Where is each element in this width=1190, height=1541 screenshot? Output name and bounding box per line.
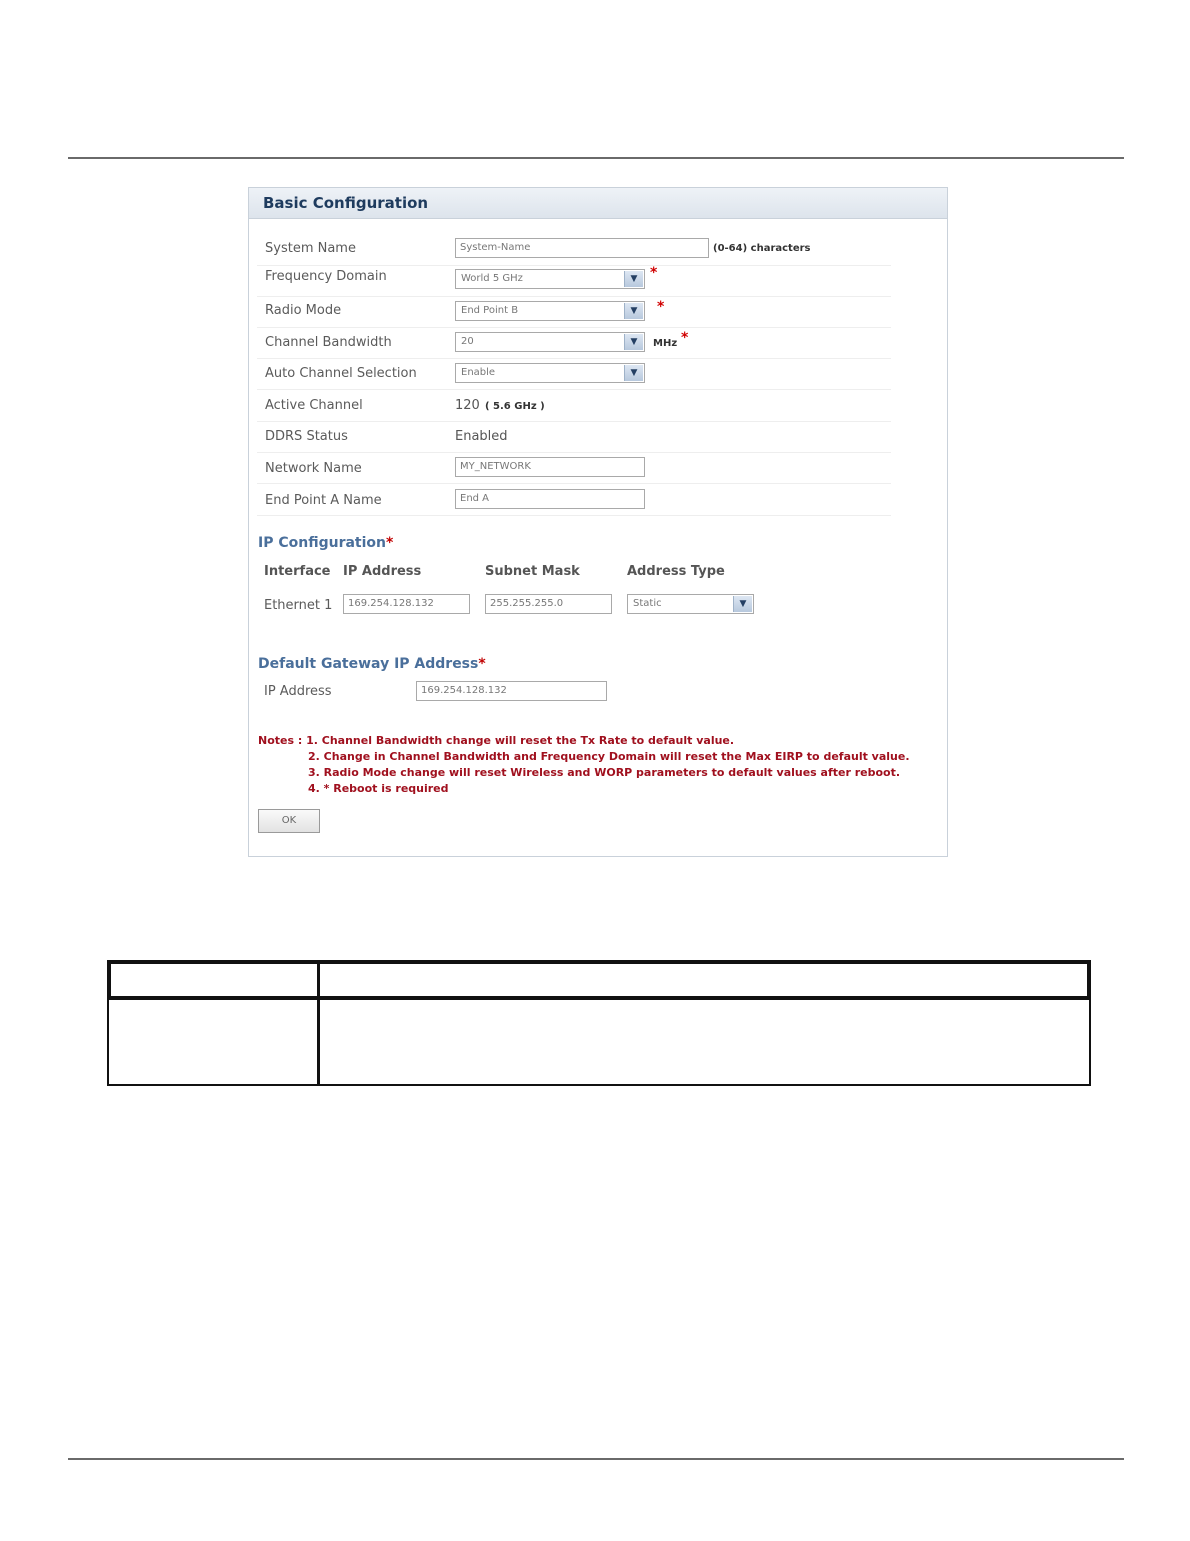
channel-bandwidth-value: 20	[461, 336, 474, 347]
required-marker: *	[478, 656, 486, 672]
required-marker: *	[681, 330, 689, 346]
auto-channel-selection-select[interactable]	[455, 363, 645, 383]
ddrs-status-label: DDRS Status	[265, 429, 348, 444]
ddrs-status-value: Enabled	[455, 429, 508, 444]
row-frequency-domain	[257, 265, 891, 297]
gateway-ip-input[interactable]: 169.254.128.132	[416, 681, 607, 701]
row-active-channel	[257, 390, 891, 422]
default-gateway-title-text: Default Gateway IP Address	[258, 656, 479, 672]
ok-button[interactable]: OK	[258, 809, 320, 833]
table-row	[107, 1000, 1091, 1086]
network-name-input[interactable]: MY_NETWORK	[455, 457, 645, 477]
note-2: 2. Change in Channel Bandwidth and Frequency Domain will reset the Max EIRP to default value.	[308, 750, 910, 763]
auto-channel-selection-value: Enable	[461, 367, 496, 378]
ip-header-subnet-mask: Subnet Mask	[485, 564, 580, 579]
radio-mode-label: Radio Mode	[265, 303, 342, 318]
system-name-label: System Name	[265, 241, 356, 256]
chevron-down-icon[interactable]: ▼	[624, 334, 643, 350]
row-ddrs-status	[257, 421, 891, 453]
chevron-down-icon[interactable]: ▼	[624, 271, 643, 287]
note-4: 4. * Reboot is required	[308, 782, 449, 795]
required-marker: *	[386, 535, 394, 551]
ip-configuration-title-text: IP Configuration	[258, 535, 386, 551]
address-type-select[interactable]	[627, 594, 754, 614]
active-channel-frequency: ( 5.6 GHz )	[485, 401, 545, 412]
frequency-domain-label: Frequency Domain	[265, 269, 387, 284]
radio-mode-select[interactable]	[455, 301, 645, 321]
system-name-input[interactable]: System-Name	[455, 238, 709, 258]
end-point-a-name-input[interactable]: End A	[455, 489, 645, 509]
auto-channel-selection-label: Auto Channel Selection	[265, 366, 417, 381]
network-name-label: Network Name	[265, 461, 362, 476]
ip-header-interface: Interface	[264, 564, 331, 579]
active-channel-value: 120	[455, 398, 480, 413]
row-system-name	[257, 234, 891, 266]
ip-address-input[interactable]: 169.254.128.132	[343, 594, 470, 614]
required-marker: *	[657, 299, 665, 315]
interface-ethernet-1: Ethernet 1	[264, 598, 333, 613]
system-name-hint: (0-64) characters	[713, 243, 811, 254]
end-point-a-name-label: End Point A Name	[265, 493, 382, 508]
notes-prefix: Notes :	[258, 734, 303, 747]
row-auto-channel-selection	[257, 358, 891, 390]
table-column-divider	[317, 960, 320, 1086]
ip-header-ip-address: IP Address	[343, 564, 422, 579]
chevron-down-icon[interactable]: ▼	[624, 303, 643, 319]
address-type-value: Static	[633, 598, 662, 609]
chevron-down-icon[interactable]: ▼	[733, 596, 752, 612]
frequency-domain-value: World 5 GHz	[461, 273, 523, 284]
basic-configuration-panel	[248, 187, 948, 857]
row-end-point-a-name	[257, 484, 891, 516]
default-gateway-title	[258, 656, 486, 672]
gateway-ip-label: IP Address	[264, 684, 332, 699]
row-radio-mode	[257, 296, 891, 328]
frequency-domain-select[interactable]	[455, 269, 645, 289]
bottom-divider	[68, 1458, 1124, 1460]
ip-header-address-type: Address Type	[627, 564, 725, 579]
ip-configuration-title	[258, 535, 393, 551]
channel-bandwidth-label: Channel Bandwidth	[265, 335, 392, 350]
panel-title: Basic Configuration	[249, 188, 947, 219]
top-divider	[68, 157, 1124, 159]
radio-mode-value: End Point B	[461, 305, 519, 316]
note-line-1	[258, 733, 910, 749]
channel-bandwidth-select[interactable]	[455, 332, 645, 352]
note-3: 3. Radio Mode change will reset Wireless and WORP parameters to default values after reboot.	[308, 766, 901, 779]
active-channel-label: Active Channel	[265, 398, 363, 413]
description-table	[107, 960, 1091, 1086]
notes-block	[258, 733, 910, 797]
chevron-down-icon[interactable]: ▼	[624, 365, 643, 381]
subnet-mask-input[interactable]: 255.255.255.0	[485, 594, 612, 614]
mhz-unit: MHz	[653, 338, 678, 349]
note-1: 1. Channel Bandwidth change will reset the Tx Rate to default value.	[306, 734, 735, 747]
row-network-name	[257, 452, 891, 484]
table-header-row	[107, 960, 1091, 1000]
row-channel-bandwidth	[257, 327, 891, 359]
required-marker: *	[650, 265, 658, 281]
